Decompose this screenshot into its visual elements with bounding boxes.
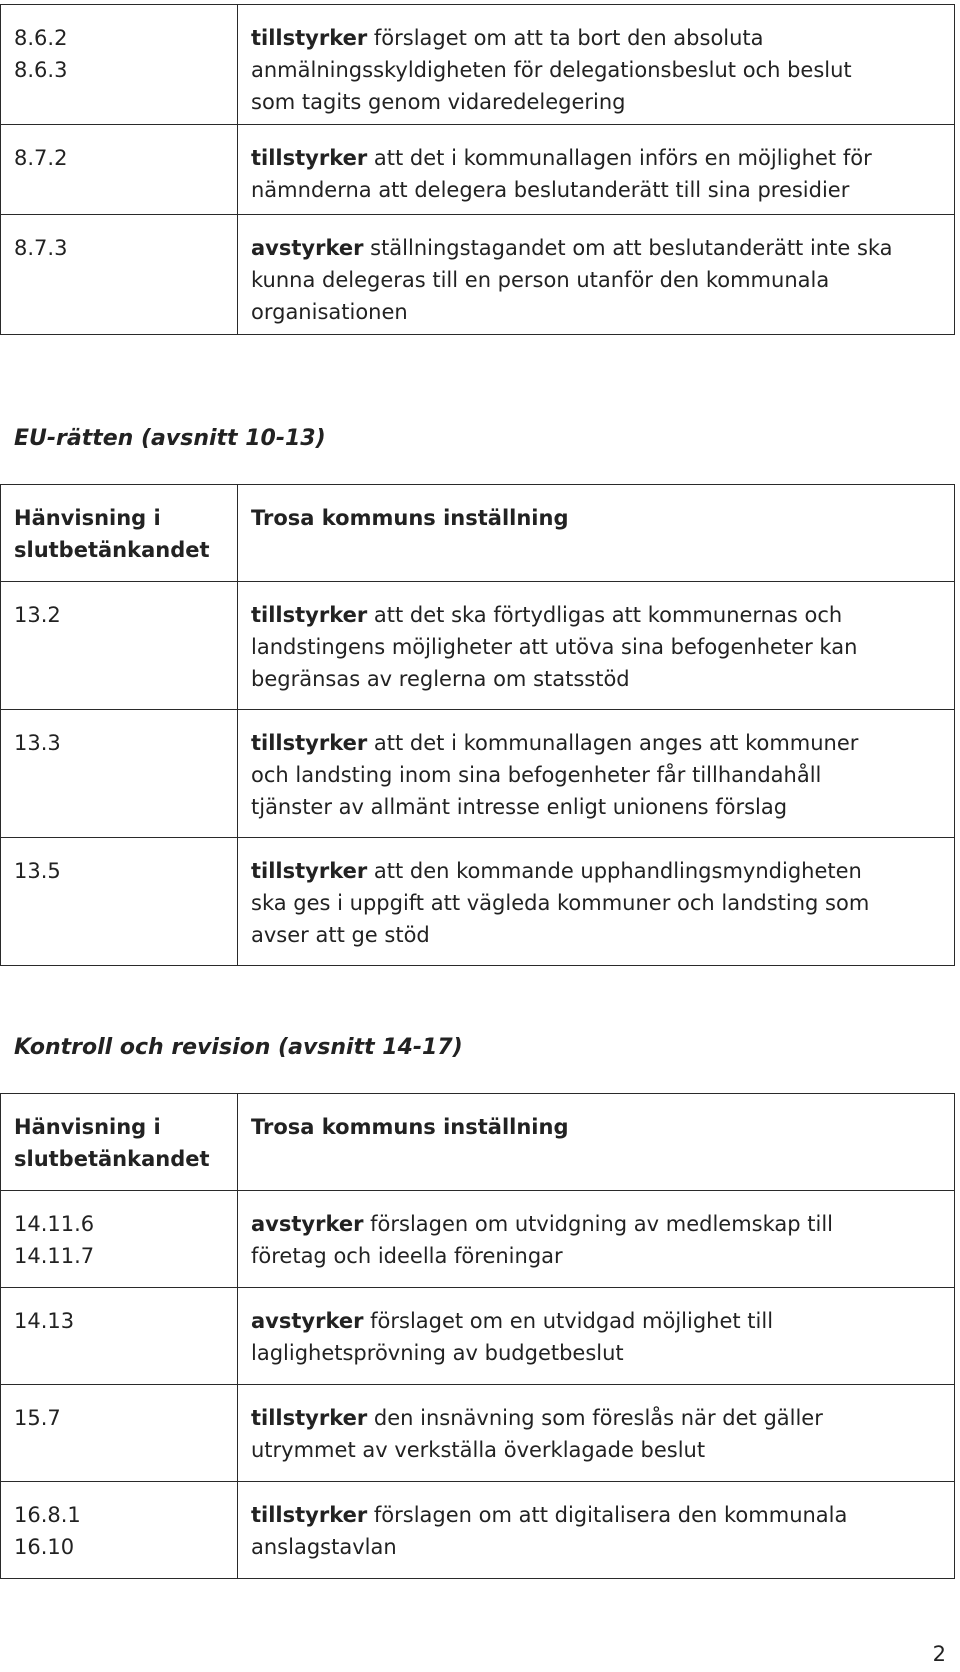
position-text: ska ges i uppgift att vägleda kommuner och landsting som (251, 891, 870, 915)
position-keyword: tillstyrker (251, 1503, 368, 1527)
reference-cell (1, 1385, 238, 1481)
reference-number: 16.10 (14, 1535, 75, 1559)
reference-cell (1, 710, 238, 837)
table-row (1, 710, 954, 838)
position-cell (238, 1288, 954, 1384)
position-cell (238, 838, 954, 965)
reference-cell (1, 838, 238, 965)
position-keyword: avstyrker (251, 1212, 364, 1236)
position-text: organisationen (251, 300, 408, 324)
position-text: att den kommande upphandlingsmyndigheten (367, 859, 862, 883)
header-position (238, 485, 954, 581)
position-text: begränsas av reglerna om statsstöd (251, 667, 630, 691)
table-row (1, 838, 954, 966)
position-keyword: tillstyrker (251, 859, 368, 883)
reference-number: 13.3 (14, 731, 61, 755)
position-text: som tagits genom vidaredelegering (251, 90, 626, 114)
position-text: företag och ideella föreningar (251, 1244, 563, 1268)
position-cell (238, 1191, 954, 1287)
header-reference (1, 485, 238, 581)
reference-cell (1, 5, 238, 124)
header-text: slutbetänkandet (14, 1147, 210, 1171)
table-row (1, 5, 954, 125)
position-keyword: tillstyrker (251, 1406, 368, 1430)
table-row (1, 1191, 954, 1288)
table-header-row (1, 1094, 954, 1191)
header-text: Trosa kommuns inställning (251, 1115, 569, 1139)
position-text: den insnävning som föreslås när det gäller (367, 1406, 823, 1430)
header-text: Trosa kommuns inställning (251, 506, 569, 530)
reference-number: 13.5 (14, 859, 61, 883)
reference-number: 15.7 (14, 1406, 61, 1430)
position-cell (238, 1482, 954, 1578)
position-cell (238, 215, 954, 334)
table-row (1, 125, 954, 215)
position-text: avser att ge stöd (251, 923, 430, 947)
table-row (1, 582, 954, 710)
reference-number: 8.7.3 (14, 236, 68, 260)
position-text: utrymmet av verkställa överklagade beslut (251, 1438, 706, 1462)
decision-table-eu (0, 484, 955, 966)
section-title-kontroll: Kontroll och revision (avsnitt 14-17) (14, 1035, 463, 1060)
reference-cell (1, 1191, 238, 1287)
position-text: anmälningsskyldigheten för delegationsbeslut och beslut (251, 58, 852, 82)
position-text: tjänster av allmänt intresse enligt unionens förslag (251, 795, 788, 819)
position-text: att det i kommunallagen anges att kommuner (367, 731, 859, 755)
position-cell (238, 710, 954, 837)
header-text: Hänvisning i (14, 1115, 161, 1139)
position-text: att det ska förtydligas att kommunernas och (367, 603, 843, 627)
reference-number: 8.6.2 (14, 26, 68, 50)
table-row (1, 1482, 954, 1579)
position-keyword: tillstyrker (251, 603, 368, 627)
reference-cell (1, 582, 238, 709)
position-keyword: avstyrker (251, 236, 364, 260)
position-text: och landsting inom sina befogenheter får tillhandahåll (251, 763, 822, 787)
position-cell (238, 582, 954, 709)
position-text: förslagen om att digitalisera den kommunala (367, 1503, 848, 1527)
position-text: nämnderna att delegera beslutanderätt till sina presidier (251, 178, 850, 202)
position-cell (238, 125, 954, 214)
position-text: förslaget om en utvidgad möjlighet till (363, 1309, 774, 1333)
reference-number: 8.7.2 (14, 146, 68, 170)
reference-cell (1, 125, 238, 214)
position-text: att det i kommunallagen införs en möjlighet för (367, 146, 872, 170)
reference-number: 8.6.3 (14, 58, 68, 82)
position-keyword: tillstyrker (251, 26, 368, 50)
position-text: kunna delegeras till en person utanför den kommunala (251, 268, 830, 292)
page-number: 2 (932, 1642, 946, 1666)
position-text: landstingens möjligheter att utöva sina befogenheter kan (251, 635, 858, 659)
reference-cell (1, 215, 238, 334)
reference-number: 14.13 (14, 1309, 75, 1333)
header-reference (1, 1094, 238, 1190)
header-text: slutbetänkandet (14, 538, 210, 562)
table-row (1, 215, 954, 335)
position-text: ställningstagandet om att beslutanderätt inte ska (363, 236, 893, 260)
table-row (1, 1288, 954, 1385)
reference-cell (1, 1288, 238, 1384)
position-cell (238, 1385, 954, 1481)
decision-table-kontroll (0, 1093, 955, 1579)
position-keyword: tillstyrker (251, 731, 368, 755)
position-keyword: avstyrker (251, 1309, 364, 1333)
position-text: förslagen om utvidgning av medlemskap till (363, 1212, 834, 1236)
decision-table-delegation (0, 4, 955, 335)
reference-number: 16.8.1 (14, 1503, 81, 1527)
position-keyword: tillstyrker (251, 146, 368, 170)
table-row (1, 1385, 954, 1482)
section-title-eu: EU-rätten (avsnitt 10-13) (14, 426, 326, 451)
position-cell (238, 5, 954, 124)
position-text: anslagstavlan (251, 1535, 397, 1559)
reference-number: 14.11.6 (14, 1212, 95, 1236)
position-text: förslaget om att ta bort den absoluta (367, 26, 764, 50)
reference-number: 13.2 (14, 603, 61, 627)
table-header-row (1, 485, 954, 582)
header-position (238, 1094, 954, 1190)
header-text: Hänvisning i (14, 506, 161, 530)
position-text: laglighetsprövning av budgetbeslut (251, 1341, 624, 1365)
reference-number: 14.11.7 (14, 1244, 95, 1268)
reference-cell (1, 1482, 238, 1578)
